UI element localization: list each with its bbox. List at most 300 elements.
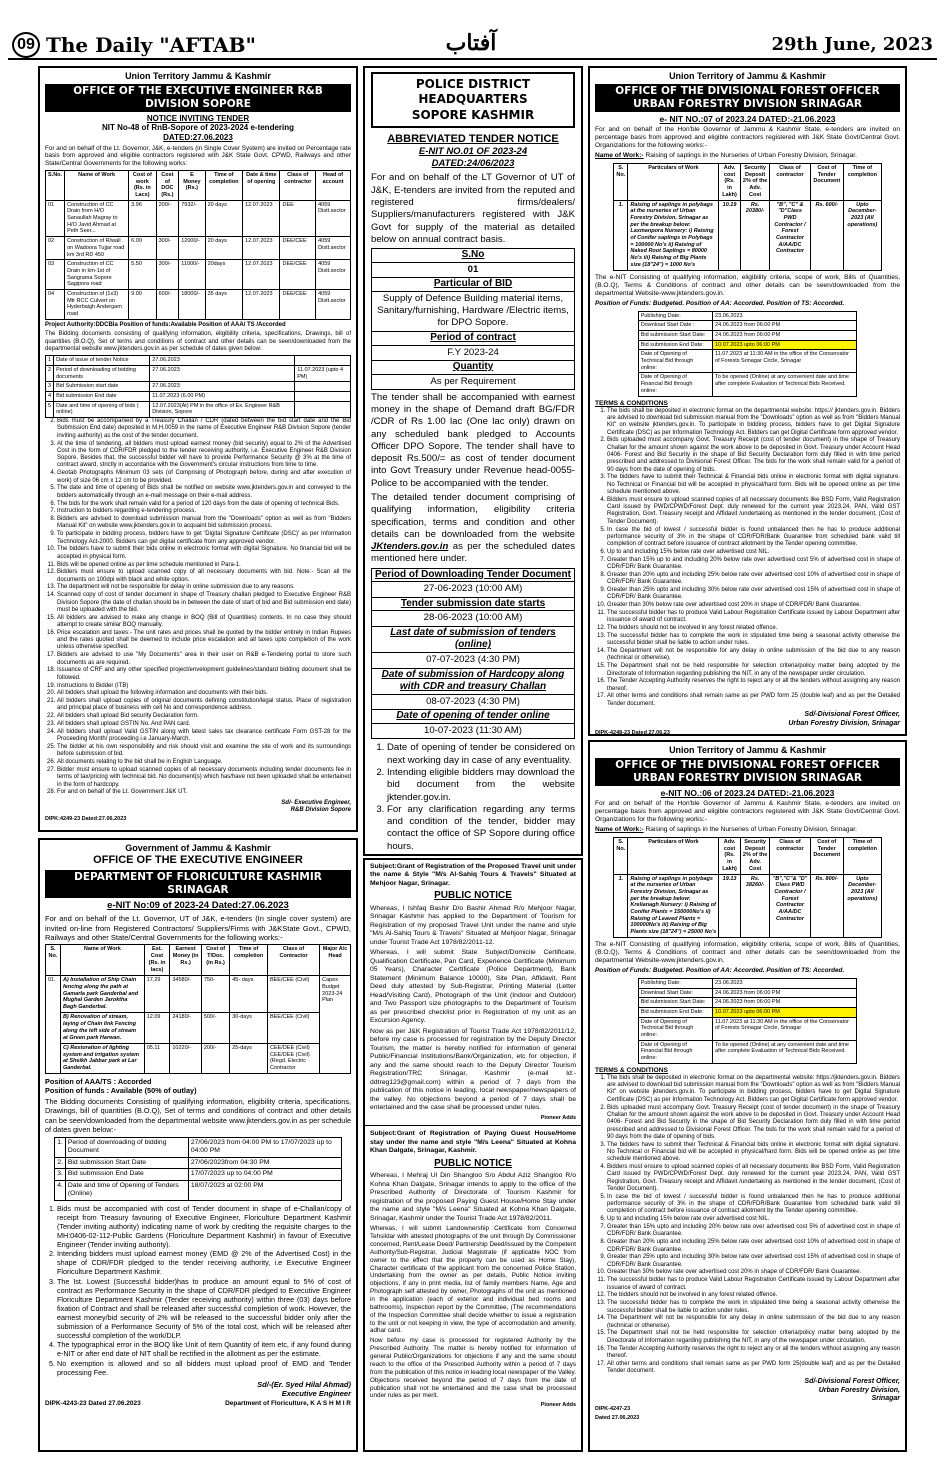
terms-title: TERMS & CONDITIONS <box>595 399 668 407</box>
intro-text: For and on behalf of the Lt. Governor, J&K, e-tenders (in Single Cover System) are invited on Percentage rate basis from approved and eligible contractors registered with J&K State Govt. CPWD, Railways and other State/Central Governments for the following works: <box>45 144 351 168</box>
schedule-row <box>55 1137 342 1157</box>
notice2-subject: Subject:Grant of Registration of Paying Guest House/Home stay under the name and style "M/s Leena" Situated at Kohna Khan Dalgate, Srinagar, Kashmir. <box>370 1130 576 1155</box>
table-cell: "B", "C" & "D"Class PWD Contractor / Forest Contractor A/AA/DC Contractor <box>770 200 810 270</box>
term-item: 5. The date and time of opening of Bids shall be notified on website www.jktenders.gov.in and conveyed to the bidders automatically through an e-mail message on their e-mail address. <box>57 485 351 500</box>
schedule-cell: Date and time of opening of bids ( online) <box>54 401 150 417</box>
table-cell: 19.13 <box>719 874 740 937</box>
signature: Sd/-(Er. Syed Hilal Ahmad) Executive Engineer <box>257 1379 351 1399</box>
table-cell: 600/- <box>156 290 179 320</box>
table-cell: Upto December-2023 (All operations) <box>844 200 882 270</box>
term-item: 7. Greater than 15% up to and including 20% below rate over advertised cost 5% of advertised cost in shape of CDR/FDR/ Bank Guarantee. <box>607 557 900 572</box>
schedule-cell: Bid submission Start Date <box>65 1157 188 1168</box>
date-label: Date of opening of tender online <box>372 710 574 724</box>
schedule-row <box>638 978 857 988</box>
terms-list <box>45 1204 351 1377</box>
date-value: 27-06-2023 (10:00 AM) <box>372 582 574 597</box>
schedule-table <box>45 355 351 418</box>
column-header: S. No. <box>614 838 628 875</box>
schedule-value: 10.07.2023 upto 06:00 PM <box>713 1007 857 1017</box>
signature: Sd/-Divisional Forest Officer, Urban Forestry Division, Srinagar <box>788 711 900 727</box>
schedule-cell: 2 <box>46 365 54 381</box>
column-header: Adv. cost (Rs. in Lakh) <box>719 838 740 875</box>
schedule-label: Date of Opening of Financial Bid through online: <box>638 373 712 396</box>
table-cell: Construction of (1x3) Mtr RCC Culvert on Hyderbaigh Andergam road <box>65 290 129 320</box>
term-item: 2. Bids uploaded must accompany Govt. Treasury Receipt (cost of tender document) in the shape of Treasury Challan for the amount shown against the work above to be deposited in Govt. Treasury under Account Head 0406- Forest and Bid Security in the shape of Bid Security Declaration form duly filled in with time period prescribed and addressed to Divisional Forest Officer. The bids for the work shall remain valid for a period of 90 days from the date of opening of bids. <box>607 1105 900 1142</box>
column-header: S. No. <box>46 945 61 976</box>
term-item: 7. Instruction to bidders regarding e-tendering process. <box>57 508 351 515</box>
schedule-row <box>46 365 351 381</box>
term-item: 14. The Department will not be responsible for any delay in online submission of the bid due to any reason (technical or otherwise). <box>607 1315 900 1330</box>
work-line: Name of Work:- Raising of saplings in the Nurseries of Urban Forestry Division, Srinagar. <box>595 152 857 160</box>
works-table <box>45 170 351 320</box>
notice2-para1: Whereas, I Mehraj Ul Din Shangloo S/o Abdul Aziz Shangloo R/o Kohna Khan Dalgate, Srinagar intends to apply to the office of the Prescribed Authority of Directorate of Tourism Kashmir for registration of the proposed Paying Guest House/Home Stay under the name and style "M/s Leena" Situated at Kohna Khan Dalgate, Srinagar, Kashmir under the Tourist Trade Act 1978/82/2011. <box>370 1172 576 1222</box>
schedule-cell: 27.06.2023 <box>150 365 295 381</box>
time-cell: 30-days <box>230 1013 268 1044</box>
consisting-para: The e-NIT Consisting of qualifying information, eligibility criteria, scope of work, Bills of Quantities, (B.O.Q), Terms & Conditions of contract and other details can be seen/downloaded from the departmental Website-www.jktenders.gov.in. <box>595 940 900 964</box>
department-heading: DEPARTMENT OF FLORICULTURE KASHMIR SRINAGAR <box>45 870 351 898</box>
emoney-cell: 34580/- <box>170 975 202 1012</box>
term-item: 15. The Department shall not be held responsible for selection criteria/policy matter being adopted by the Directorate of Information regarding publishing the NIT, in any of the newspaper under circulation. <box>607 1330 900 1345</box>
nit-number: E-NIT NO.01 OF 2023-24 <box>418 146 528 158</box>
table-row <box>46 975 351 1012</box>
emoney-cell: 24180/- <box>170 1013 202 1044</box>
term-item: 4. The typographical error in the BOQ like Unit of item Quantity of item etc, if any found during e-NIT or after end date of NIT shall be rectified in the allotment as per the estimate. <box>57 1340 351 1358</box>
term-item: 9. To participate in bidding process, bidders have to get 'Digital Signature Certificate (DSC)' as per Information Technology Act-2000. Bidders can get digital certificate from any approved vendor. <box>57 531 351 546</box>
dipk-number: DIPK:4249-23 Dated:27.06.2023 <box>45 816 127 823</box>
term-item: 10. Greater than 30% below rate over advertised cost 20% in shape of CDR/FDR/ Bank Guarantee. <box>607 602 900 609</box>
column-header: Time of completion <box>205 170 243 200</box>
term-item: 2. Intending bidders must upload earnest money (EMD @ 2% of the Advertised Cost) in the shape of CDR/FDR pledged to the tender receiving authority, i.e Executive Engineer Floriculture Department Kashmir. <box>57 1249 351 1276</box>
police-heading: POLICE DISTRICT HEADQUARTERS SOPORE KASHMIR <box>371 72 575 128</box>
table-cell: Construction of R/wall on Wadoora Tujjar road km 3rd RD 450 <box>65 237 129 260</box>
term-item: 3. The Ist. Lowest (Successful bidder)has to produce an amount equal to 5% of cost of contract as Performance Security in the shape of CDR/FDR pledged to Executive Engineer Floriculture Department Kashmir (Tender receiving authority) within three (03) days before fixation of Contract and shall be released after successful completion of work. However, the earnest money/bid security of 2% will be released to the successful bidder only after the submission of a Performance Security of 5% of the total cost, which will be released after successful completion of the work/DLP. <box>57 1277 351 1340</box>
schedule-value: To be opened (Online) at any convenient date and time after complete Evaluation of Technical Bids Received. <box>713 1040 857 1063</box>
notice1-para1: Whereas, I Ishfaq Bashir D/o Bashir Ahmad R/o Mehjoor Nagar, Srinagar Kashmir has applied to the Department of Tourism for Registration of my proposed Travel Unit under the name and style "M/s Al-Sahiq Tours & Travels" Situated at Mehjoor Nagar, Srinagar under Tourist Trade Act 1978/82/2011-12. <box>370 904 576 946</box>
table-row <box>614 200 881 270</box>
notice1-title: PUBLIC NOTICE <box>434 890 512 902</box>
table-cell: 20 days <box>205 237 243 260</box>
dipk-date: Dated 27.06.2023 <box>595 1414 640 1421</box>
schedule-table <box>54 1137 342 1201</box>
terms-list <box>595 1075 900 1376</box>
cost-cell: 17.29 <box>144 975 170 1012</box>
cost-cell: 05.11 <box>144 1043 170 1074</box>
schedule-row <box>638 373 857 396</box>
schedule-value: 24.06.2023 from 06:00 PM <box>713 330 857 340</box>
schedule-cell: Bid submission End Date <box>65 1169 188 1180</box>
table-cell: 03 <box>46 260 65 290</box>
rnb-sopore-notice <box>38 66 358 832</box>
table-cell: 300/- <box>156 237 179 260</box>
term-item: 15. All bidders are advised to make any change in BOQ (Bill of Quantities) contents. In no case they should attempt to create similar BOQ manually. <box>57 615 351 630</box>
table-cell: 20days <box>205 260 243 290</box>
notice1-para2: Whereas, I will submit State Subject/Domicile Certificate, Qualification Certificate, Pan Card, Experience Certificate (Minimum 05 Years), Character Certificate (Police Department), Bank Statement (Minimum Balance 10000), Site Plan, Affidavit, Rent Deed duly attested by Sub-Registrar, Printing Material (Letter Head/Visiting Card), Photograph of the Unit (Indoor and Outdoor) and Two Passport size photographs to the Department of Tourism as per prescribed checklist prior in Registration of my unit as an Excursion Agency. <box>370 949 576 1025</box>
schedule-cell: Bid Submission start date <box>54 382 150 392</box>
table-row <box>46 260 351 290</box>
schedule-value: 23.06.2023 <box>713 978 857 988</box>
term-item: 28. For and on behalf of the Lt. Government J&K UT. <box>57 789 351 796</box>
schedule-cell: 27.06.2023 <box>150 356 295 366</box>
schedule-cell <box>295 401 351 417</box>
schedule-row <box>638 350 857 373</box>
schedule-cell: Period of downloading of bidding documents <box>54 365 150 381</box>
notice1-para3: Now as per J&K Registration of Tourist Trade Act 1978/82/2011/12, before my case is processed for registration by the Deputy Director Tourism, the matter is hereby notified for information of general Public/Financial Institutions/Bank/Organization, etc for objection, if any and the same should reach to the Deputy Director Tourism Registration/TRC Srinagar, Kashmir (e-mail Id:-ddtreg123@gmail.com) within a period of 7 days from the publication of this notice in leading, local newspaper/newspapers of the valley. No objections beyond a period of 7 days shall be entertained and the case shall be processed under rules. <box>370 1027 576 1112</box>
column-header: Security Deposit 2% of the Adv. Cost <box>740 164 770 201</box>
term-item: 13. The successful bidder has to complete the work in stipulated time being a seasonal activity otherwise the successful bidder shall be liable to action under rules. <box>607 633 900 648</box>
work-cell: B) Renovation of stream, laying of Chain link Fencing along the left side of stream at Green park Harwan. <box>60 1013 144 1044</box>
schedule-label: Date of Opening of Technical Bid through online: <box>638 1017 712 1040</box>
schedule-row <box>55 1157 342 1168</box>
table-cell: 04 <box>46 290 65 320</box>
schedule-cell: 1 <box>46 356 54 366</box>
table-cell: 35 days <box>205 290 243 320</box>
term-item: 13. The department will not be responsible for delay in online submission due to any reasons. <box>57 584 351 591</box>
cost-cell: 12.09 <box>144 1013 170 1044</box>
schedule-label: Date of Opening of Financial Bid through online: <box>638 1040 712 1063</box>
date-value: 08-07-2023 (4:30 PM) <box>372 695 574 710</box>
schedule-label: Publishing Date: <box>638 311 712 321</box>
schedule-row <box>46 391 351 401</box>
column-header: Security Deposit 2% of the Adv. Cost <box>740 838 770 875</box>
term-item: 3. At the time of tendering, all bidders must upload earnest money (bid security) equal to 2% of the Advertised Cost in the form of CDR/FDR pledged to the tender receiving authority, i.e. Executive Engineer R&B Division Sopore. Besides that, the successful bidder will have to provide Performance Security @ 3% at the time of contract award, strictly in accordance with the Government's circular instructions from time to time. <box>57 441 351 470</box>
works-table <box>613 163 881 271</box>
table-cell: Rs. 38260/- <box>740 874 770 937</box>
term-item: 5. No exemption is allowed and so all bidders must upload proof of EMD and Tender processing Fee. <box>57 1359 351 1377</box>
intro-text: For and on behalf of the LT Governor of UT of J&K, E-tenders are invited from the reputed and registered firms/dealers/ Suppliers/manufacturers registered with J&K Govt for supply of the material as detailed below on annual contract basis. <box>371 172 575 245</box>
office-heading: OFFICE OF THE DIVISIONAL FOREST OFFICER URBAN FORESTRY DIVISION SRINAGAR <box>595 84 900 112</box>
notes-list <box>371 742 575 852</box>
date-label: Date of submission of Hardcopy along with CDR and treasury Challan <box>372 669 574 696</box>
table-cell: Rs. 600/- <box>810 200 843 270</box>
table-cell: 4059 Distt.sector <box>316 237 351 260</box>
schedule-row <box>638 1040 857 1063</box>
term-item: 10. The bidders have to submit their bids online in electronic format with digital Signature. No financial bid will be accepted in physical form. <box>57 546 351 561</box>
public-notices <box>363 858 583 1452</box>
schedule-cell: 11.07.2023 (upto 4 PM) <box>295 365 351 381</box>
notice2-footer: Pioneer Adds <box>540 1402 576 1409</box>
notice2-para3: Now before my case is processed for registered Authority by the Prescribed Authority. The matter is hereby notified for information of general Public/Organizations for objections if any and the same should reach to the office of the Prescribed Authority within a period of 7 days from the publication of this notice in leading local newspaper of the Valley. Objections received beyond the period of 7 days from the date of publication shall not be entertained and the case shall be processed under rules as per merit. <box>370 1337 576 1400</box>
nit-number: e- NIT NO.:07 of 2023.24 DATED:-21.06.2023 <box>659 113 836 124</box>
table-cell: Construction of CC Drain in km-1st of Sangrama Sopore Sagipora road <box>65 260 129 290</box>
schedule-value: To be opened (Online) at any convenient date and time after complete Evaluation of Technical Bids Received. <box>713 373 857 396</box>
term-item: 11. The successful bidder has to produce Valid Labour Registration Certificate issued by Labour Department after issuance of award of contract. <box>607 1277 900 1292</box>
schedule-cell: 18/07/2023 at 02:00 PM <box>188 1180 341 1200</box>
column-header: Class of contractor <box>770 838 810 875</box>
note-item: 1. Date of opening of tender be considered on next working day in case of any eventuality. <box>387 742 575 767</box>
schedule-label: Bid submission End Date: <box>638 1007 712 1017</box>
term-item: 16. The Tender Accepting Authority reserves the right to reject any or all the tenders without assigning any reason thereof. <box>607 678 900 693</box>
table-cell: 300/- <box>156 260 179 290</box>
table-cell: 6.00 <box>129 237 156 260</box>
forest-notice-06 <box>588 740 907 1452</box>
schedule-cell <box>295 382 351 392</box>
table-cell: DEE/CEE <box>280 290 316 320</box>
ut-heading: Union Territory Jammu & Kashmir <box>125 71 271 81</box>
column-header: Class of contractor <box>770 164 810 201</box>
schedule-cell: Bid submission End date <box>54 391 150 401</box>
class-cell: CEE/DEE (Civil) CEE/DEE (Civil) (Regd. Electric Contractor <box>267 1043 319 1074</box>
table-cell: 4059 Distt.sector <box>316 260 351 290</box>
schedule-row <box>55 1169 342 1180</box>
term-item: 2. Bids uploaded must accompany Govt. Treasury Receipt (cost of tender document) in the shape of Treasury Challan for the amount shown against the work above to be deposited in Govt. Treasury under Account Head 0406- Forest and Bid Security in the shape of Bid Security Declaration form duly filled in with time period prescribed and addressed to Divisional Forest Officer. The bids for the work shall remain valid for a period of 90 days from the date of opening of bids. <box>607 437 900 474</box>
column-header: Class of Contractor <box>267 945 319 976</box>
bid-details: S.No 01 Particular of BID Supply of Defence Building material items, Sanitary/furnishing, Hardware /Electric items, for DPO Sopore. Period of contract F.Y 2023-24 Quantity As per Requirement <box>371 248 575 390</box>
date-label: Last date of submission of tenders (online) <box>372 627 574 654</box>
notice1-subject: Subject:Grant of Registration of the Proposed Travel unit under the name & Style "M/s Al-Sahiq Tours & Travels" Situated at Mehjoor Nagar, Srinagar. <box>370 863 576 887</box>
intro-text: For and on behalf of the Hon'ble Governor of Jammu & Kashmir State, e-tenders are invited on percentage basis from approved and eligible contractors registered with J&K State Govt/Central Govt. Organizations for the following works:- <box>595 799 900 823</box>
column-header: Particulars of Work <box>628 838 719 875</box>
schedule-table <box>638 978 858 1064</box>
emoney-cell: 10220/- <box>170 1043 202 1074</box>
term-item: 13. The successful bidder has to complete the work in stipulated time being a seasonal activity otherwise the successful bidder shall be liable to action under rules. <box>607 1300 900 1315</box>
terms-list <box>45 418 351 797</box>
authority-line: Project Authority:DDCBla Position of funds:Available Position of AAA/ TS /Accorded <box>45 321 286 328</box>
column-header: Particulars of Work <box>628 164 719 201</box>
schedule-label: Download Start Date : <box>638 321 712 331</box>
term-item: 1. The bids shall be deposited in electronic format on the departmental website: https://jktenders.gov.in. Bidders are advised to download bid submission manual from the "Downloads" option as well as from "Bidders Manual Kit" on website jktenders.gov.in. To participate in bidding process, bidders have to get Digital Signature Certificate (DSC) as per Information Technology Act. Bidders can get Digital Certificate form approved vendor. <box>607 1075 900 1104</box>
term-item: 20. All bidders shall upload the following information and documents with their bids. <box>57 690 351 697</box>
terms-title: TERMS & CONDITIONS <box>595 1066 668 1074</box>
column-header: Name of Work <box>60 945 144 976</box>
term-item: 5. In case the bid of lowest / successful bidder is found unbalanced then he has to produce additional performance security of 3% in the shape of CDR/FDR/Bank Guarantee from scheduled bank valid till completion of contract before issuance of contract allotment by the Tender opening committee. <box>607 527 900 549</box>
ut-heading: Government of Jammu & Kashmir <box>125 843 271 853</box>
schedule-row <box>55 1180 342 1200</box>
office-heading: OFFICE OF THE EXECUTIVE ENGINEER R&B DIVISION SOPORE <box>45 84 351 112</box>
table-cell: "B","C"& "D" Class PWD Contractor / Forest Contractor A/AA/DC Contractor <box>770 874 810 937</box>
table-cell: 20 days <box>205 200 243 237</box>
abbrev-title: ABBREVIATED TENDER NOTICE <box>387 133 559 146</box>
term-item: 6. The bids for the work shall remain valid for a period of 120 days from the date of opening of technical Bids. <box>57 501 351 508</box>
table-cell: Construction of CC Drain from H/O Sanaullah Magray to H/O Javid Ahmad at Peth Seer... <box>65 200 129 237</box>
column-header: Cost of Tender Document <box>810 838 844 875</box>
term-item: 16. Price escalation and taxes:- The unit rates and prices shall be quoted by the bidder entirely in Indian Rupees and the rates quoted shall be deemed to include price escalation and all taxes upto completion of the work unless otherwise specified. <box>57 630 351 652</box>
term-item: 9. Greater than 25% upto and including 30% below rate over advertised cost 15% of advertised cost in shape of CDR/FDR/ Bank Guarantee. <box>607 1254 900 1269</box>
term-item: 4. Bidders must ensure to upload scanned copies of all necessary documents like BSD Form, Valid Registration Card issued by PWD/CPWD/Forest Dept. duly renewed for the current year 2023.24, PAN, Valid GST Registration, Govt. Treasury receipt and Affidavit /undertaking as mentioned in the tender document, (Cost of Tender Document). <box>607 497 900 526</box>
term-item: 8. Greater than 20% upto and including 25% below rate over advertised cost 10% of advertised cost in shape of CDR/FDR/ Bank Guarantee. <box>607 1239 900 1254</box>
ut-heading: Union Territory of Jammu & Kashmir <box>669 71 826 81</box>
table-cell: 11000/- <box>179 260 205 290</box>
sno-cell: 01. <box>46 975 61 1073</box>
schedule-row <box>638 330 857 340</box>
term-item: 14. The Department will not be responsible for any delay in online submission of the bid due to any reason (technical or otherwise). <box>607 648 900 663</box>
schedule-cell <box>295 356 351 366</box>
date-label: Tender submission date starts <box>372 598 574 612</box>
doc-cell: 200/- <box>201 1043 229 1074</box>
table-row <box>46 1043 351 1074</box>
schedule-row <box>638 340 857 350</box>
nit-number: e-NIT NO.:06 of 2023.24 DATED:-21.06.2023 <box>660 787 835 798</box>
table-cell: 12.07.2023 <box>243 260 280 290</box>
table-cell: 12.07.2023 <box>243 200 280 237</box>
term-item: 8. Bidders are advised to download submission manual from the "Downloads" option as well as from "Bidders Manual Kit" on website www.jktenders.gov.in to acquaint bid submission process. <box>57 516 351 531</box>
term-item: 15. The Department shall not be held responsible for selection criteria/policy matter being adopted by the Directorate of Information regarding publishing the NIT, in any of the newspaper under circulation. <box>607 663 900 678</box>
documents-para: The Bidding documents Consisting of qualifying information, eligibility criteria, specifications, Drawings, bill of quantities (B.O.Q), Set of terms and conditions of contract and other details can be seen/downloaded from the departmental website www.jktenders.gov.in as per schedule of dates given below:- <box>45 1097 351 1134</box>
column-header: Time of completion <box>844 838 882 875</box>
forest-notice-07 <box>588 66 907 736</box>
nit-date: DATED:24/06/2023 <box>431 158 515 170</box>
documents-para: The Bidding documents consisting of qualifying information, eligibility criteria, specifications, Drawings, bill of quantities (B.O.Q), Set of terms and conditions of contract and other details can be seen/downloaded from the departmental website www.jktenders.gov.in as per schedule of dates given below: <box>45 331 351 352</box>
works-table <box>613 837 881 938</box>
term-item: 17. Bidders are advised to use "My Documents" area in their user on R&B e-Tendering portal to store such documents as are required. <box>57 652 351 667</box>
term-item: 4. Bidders must ensure to upload scanned copies of all necessary documents like BSD Form, Valid Registration Card issued by PWD/CPWD/Forest Dept. duly renewed for the current year 2023.24, PAN, Valid GST Registration, Govt. Treasury receipt and Affidavit /undertaking as mentioned in the tender document, (Cost of Tender Document). <box>607 1164 900 1193</box>
column-header: Time of completion <box>230 945 268 976</box>
term-item: 4. Geotab Photographs Minimum 03 sets (of Comprising of Photograph before, during and after execution of work) of size 06 cm x 12 cm to be provided. <box>57 470 351 485</box>
table-cell: Upto December-2023 (All operations) <box>844 874 882 937</box>
schedule-cell: Period of downloading of bidding Document <box>65 1137 188 1157</box>
column-header: S. No. <box>614 164 628 201</box>
work-line: Name of Work:- Raising of saplings in the Nurseries of Urban Forestry Division, Srinagar. <box>595 826 857 834</box>
class-cell: BEE/CEE (Civil) <box>267 1013 319 1044</box>
table-cell: 3.96 <box>129 200 156 237</box>
table-cell: 12.07.2023 <box>243 237 280 260</box>
table-cell: DEE/CEE <box>280 260 316 290</box>
term-item: 3. The bidders have to submit their Technical & Financial bids online in electronic format with digital signature. No Technical or Financial bid will be accepted in physical/hard form. Bids will be opened online as per time schedule mentioned above. <box>607 1142 900 1164</box>
schedule-cell: 11.07.2023 (6.00 PM) <box>150 391 295 401</box>
term-item: 25. The bidder at his own responsibility and risk should visit and examine the site of work and its surroundings before submission of bid. <box>57 744 351 759</box>
intro-text: For and on behalf of the Hon'ble Governor of Jammu & Kashmir State, e-tenders are invited on percentage basis from approved and eligible contractors registered with J&K State Govt/Central Govt. Organizations for the following works:- <box>595 125 900 149</box>
term-item: 14. Scanned copy of cost of tender document in shape of Treasury challan pledged to Executive Engineer R&B Division Sopore (the date of challan should be in between the date of start of bid and Bid submission end date) must be uploaded with the bid. <box>57 592 351 614</box>
class-cell: BEE/CEE (Civil) <box>267 975 319 1012</box>
funds-position: Position of funds : Available (50% of outlay) <box>45 1086 197 1096</box>
notice2-para2: Whereas, I will submit Landownership Certificate from Concerned Tehsildar with attested photographs of the unit through Dy Commissioner concerned, Rent/Lease Deed/ Partnership Deed/issued by the Competent Authority/Sub-Registrar, Judicial Magistrate (if applicable NOC from owner to the effect that the property can be used as Home Stay), Character certificate of the applicant from the concerned Police Station, Undertaking from the owner as per details, Public Notice inviting objections, if any in print media, list of family members Name, Age and Photograph self attested by owner, Photographs of the unit as mentioned in the application (each of exterior and individual bed rooms and bathrooms), Inspection report by the Committee, (The recommendations of the Inspection Committee shall decide whether to issue a registration to the unit or not keeping in view, the type of accomodation and amenity, adhar card. <box>370 1225 576 1335</box>
table-cell: DEE <box>280 200 316 237</box>
signature: Sd/-Divisional Forest Officer, Urban Forestry Division, Srinagar <box>804 1378 900 1403</box>
column-header: Time of completion <box>844 164 882 201</box>
table-row <box>46 290 351 320</box>
schedule-table <box>638 311 858 397</box>
schedule-value: 11.07.2023 at 11:30 AM in the office of the Conservator of Forests Srinagar Circle, Srinagar <box>713 1017 857 1040</box>
table-cell: 02 <box>46 237 65 260</box>
schedule-row <box>638 1017 857 1040</box>
schedule-value: 11.07.2023 at 11:30 AM in the office of the Conservator of Forests Srinagar Circle, Srinagar <box>713 350 857 373</box>
term-item: 17. All other terms and conditions shall remain same as per PWD form 25(double leaf) and as per the Detailed Tender document. <box>607 1361 900 1376</box>
download-para: The detailed tender document comprising of qualifying information, eligibility criteria specification, terms and condition and other details can be downloaded from the website JKtenders.gov.in as per the scheduled dates mentioned here under. <box>371 491 575 565</box>
column-header: Est. Cost (Rs. in lacs) <box>144 945 170 976</box>
term-item: 16. The Tender Accepting Authority reserves the right to reject any or all the tenders without assigning any reason thereof. <box>607 1346 900 1361</box>
schedule-cell <box>295 391 351 401</box>
schedule-cell: 2. <box>55 1157 66 1168</box>
funds-line: Position of Funds: Budgeted. Position of AA: Accorded. Position of TS: Accorded. <box>595 299 845 307</box>
masthead <box>8 30 937 60</box>
notice2-title: PUBLIC NOTICE <box>434 1157 512 1169</box>
schedule-value: 24.06.2023 from 06:00 PM <box>713 988 857 998</box>
table-cell: 200/- <box>156 200 179 237</box>
term-item: 24. All bidders shall upload Valid GSTIN along with latest sales tax clearance certificate Form GST-28 for the Proceeding Month/ proceeding i.e January-March. <box>57 729 351 744</box>
term-item: 26. All documents relating to the bid shall be in English Language. <box>57 759 351 766</box>
paper-date: 29th June, 2023 <box>771 34 933 55</box>
schedule-cell: 3. <box>55 1169 66 1180</box>
nit-number: NIT No-48 of RnB-Sopore of 2023-2024 e-tendering <box>101 123 295 133</box>
table-cell: 12000/- <box>179 237 205 260</box>
term-item: 12. The bidders should not be involved in any forest related offence. <box>607 1292 900 1299</box>
term-item: 17. All other terms and conditions shall remain same as per PWD form 25 (double leaf) and as per the Detailed Tender document. <box>607 693 900 708</box>
term-item: 12. The bidders should not be involved in any forest related offence. <box>607 625 900 632</box>
schedule-cell: 3 <box>46 382 54 392</box>
police-notice <box>363 66 583 856</box>
schedule-cell: 4. <box>55 1180 66 1200</box>
doc-cell: 500/- <box>201 1013 229 1044</box>
signature: Sd/- Executive Engineer, R&B Division Sopore <box>281 799 351 813</box>
table-cell: 18000/- <box>179 290 205 320</box>
term-item: 11. The successful bidder has to produce Valid Labour Registration Certificate issued by Labour Department after issuance of award of contract. <box>607 610 900 625</box>
head-cell: Capex Budget 2023-24 Plan <box>320 975 351 1073</box>
emd-para: The tender shall be accompanied with earnest money in the shape of Demand draft BG/FDR /CDR of Rs 1.00 lac (One lac only) drawn on any scheduled bank pledged to Accounts Officer DPO Sopore. The tender shall have to deposit Rs.500/= as cost of tender document into Govt Treasury under Revenue head-0055-Police to be accompanied with the tender. <box>371 391 575 489</box>
floriculture-notice <box>38 838 358 1452</box>
nit-number: e-NIT No:09 of 2023-24 Dated:27.06.2023 <box>107 900 289 912</box>
term-item: 19. Instructions to Bidder (ITB) <box>57 683 351 690</box>
term-item: 23. All bidders shall upload GSTIN No. And PAN card. <box>57 721 351 728</box>
table-cell: 5.50 <box>129 260 156 290</box>
schedule-cell: 27/06/2023 from 04:00 PM to 17/07/2023 up to 04:00 PM <box>188 1137 341 1157</box>
term-item: 1. The bids shall be deposited in electronic format on the departmental website: https:// jktenders.gov.in. Bidders are advised to download bid submission manual from the "Downloads" option as well as from "Bidders Manual Kit" on website jktenders.gov.in. To participate in bidding process, bidders have to get Digital Signature Certificate (DSC) as per Information Technology Act. Bidders can get Digital Certificate form approved vendor. <box>607 408 900 437</box>
term-item: 6. Up to and including 15% below rate over advertised cost NIL. <box>607 549 900 556</box>
table-row <box>46 1013 351 1044</box>
schedule-cell: 5 <box>46 401 54 417</box>
paper-logo: آفتاب <box>445 30 497 56</box>
table-cell: Raising of saplings in polybags at the nurseries of Urban Forestry Division, Srinagar as per the breakup below: Krelianagh Nursery: i) Raising of Conifer Plants = 150000No's ii) Raising of Leaved Plants = 100000No's iii) Raising of Big Plants size (18"24") = 25000 No's <box>628 874 719 937</box>
note-item: 2. Intending eligible bidders may download the bid document from the website jktender.gov.in. <box>387 767 575 804</box>
doc-cell: 750- <box>201 975 229 1012</box>
term-item: 5. In case the bid of lowest / successful bidder is found unbalanced then he has to produce additional performance security of 3% in the shape of CDR/FDR/Bank Guarantee from scheduled bank valid till completion of contract before issuance of contract allotment by the Tender opening committee. <box>607 1194 900 1216</box>
aaa-position: Position of AAA/TS : Accorded <box>45 1077 152 1087</box>
date-value: 10-07-2023 (11:30 AM) <box>424 725 522 737</box>
schedule-row <box>638 1007 857 1017</box>
column-header: Major A/c Head <box>320 945 351 976</box>
term-item: 27. Bidder must ensure to upload scanned copies of all necessary documents including tender documents fee in terms of tax/pricing with technical bid. No document(s) which has/have not been uploaded shall be entertained in the form of hardcopy. <box>57 767 351 789</box>
date-value: 28-06-2023 (10:00 AM) <box>372 611 574 626</box>
term-item: 6. Up to and including 15% below rate over advertised cost NIL. <box>607 1216 900 1223</box>
schedule-row <box>638 311 857 321</box>
schedule-row <box>638 998 857 1008</box>
term-item: 11. Bids will be opened online as per time schedule mentioned in Para-1. <box>57 562 351 569</box>
schedule-cell: 17/07/2023 up to 04:00 PM <box>188 1169 341 1180</box>
ut-heading: Union Territory of Jammu & Kashmir <box>669 745 826 755</box>
table-row <box>46 237 351 260</box>
office-heading: OFFICE OF THE DIVISIONAL FOREST OFFICER URBAN FORESTRY DIVISION SRINAGAR <box>595 758 900 786</box>
term-item: 2. Bids must be accompanied by a Treasury Challan / CDR (dated between the bid start date and the Bid Submission End date) deposited in M.H.0059 in the name of Executive Engineer R&B Division Sopore (tender inviting authority) as the cost of the tender document. <box>57 418 351 440</box>
column-header: Earnest Money (in Rs.) <box>170 945 202 976</box>
time-cell: 25-days <box>230 1043 268 1074</box>
dates-box <box>371 568 575 740</box>
table-cell: Raising of saplings in polybags at the nurseries of Urban Forestry Division, Srinagar as per the breakup below: Laxmanpora Nursery: i) Raising of Conifer saplings in Polybags = 100000 No's ii) Raising of Naked Root Saplings = 80000 No's iii) Raising of Big Plants size (18"24") = 1000 No's <box>628 200 719 270</box>
table-cell: 7932/- <box>179 200 205 237</box>
notice-title: NOTICE INVITING TENDER <box>146 113 250 123</box>
page-number: 09 <box>12 32 40 58</box>
table-cell: 9.00 <box>129 290 156 320</box>
table-cell: DEE/CEE <box>280 237 316 260</box>
term-item: 9. Greater than 25% upto and including 30% below rate over advertised cost 15% of advertised cost in shape of CDR/FDR/ Bank Guarantee. <box>607 587 900 602</box>
term-item: 10. Greater than 30% below rate over advertised cost 20% in shape of CDR/FDR/ Bank Guarantee. <box>607 1269 900 1276</box>
column-header: S.No. <box>46 170 65 200</box>
funds-line: Position of Funds: Budgeted. Position of AA: Accorded. Position of TS: Accorded. <box>595 966 845 974</box>
work-cell: A) Installation of Ship Chain fencing along the path at Gamarla park Ganderbal and Mughal Garden Jaroktha Bagh Ganderbal. <box>60 975 144 1012</box>
table-cell: Rs. 20380/- <box>740 200 770 270</box>
date-value: 07-07-2023 (4:30 PM) <box>372 653 574 668</box>
term-item: 22. All bidders shall upload Bid security Declaration form. <box>57 713 351 720</box>
table-cell: 1. <box>614 200 628 270</box>
term-item: 8. Greater than 20% upto and including 25% below rate over advertised cost 10% of advertised cost in shape of CDR/FDR/ Bank Guarantee. <box>607 572 900 587</box>
schedule-cell: 4 <box>46 391 54 401</box>
schedule-row <box>46 356 351 366</box>
term-item: 3. The bidders have to submit their Technical & Financial bids online in electronic format with digital signature. No Technical or Financial bid will be accepted in physical/hard form. Bids will be opened online as per time schedule mentioned above. <box>607 474 900 496</box>
term-item: 7. Greater than 15% upto and including 20% below rate over advertised cost 5% of advertised cost in shape of CDR/FDR/ Bank Guarantee. <box>607 1224 900 1239</box>
paper-name: The Daily "AFTAB" <box>46 33 256 57</box>
time-cell: 45- days <box>230 975 268 1012</box>
dipk-number: DIPK-4247-23 <box>595 1405 631 1412</box>
column-header: Cost of Tender Document <box>810 164 843 201</box>
column-header: Cost of DOC (Rs.) <box>156 170 179 200</box>
term-item: 18. Issuance of CRF and any other specified project/envelopment guidelines/standard bidding document shall be followed. <box>57 667 351 682</box>
